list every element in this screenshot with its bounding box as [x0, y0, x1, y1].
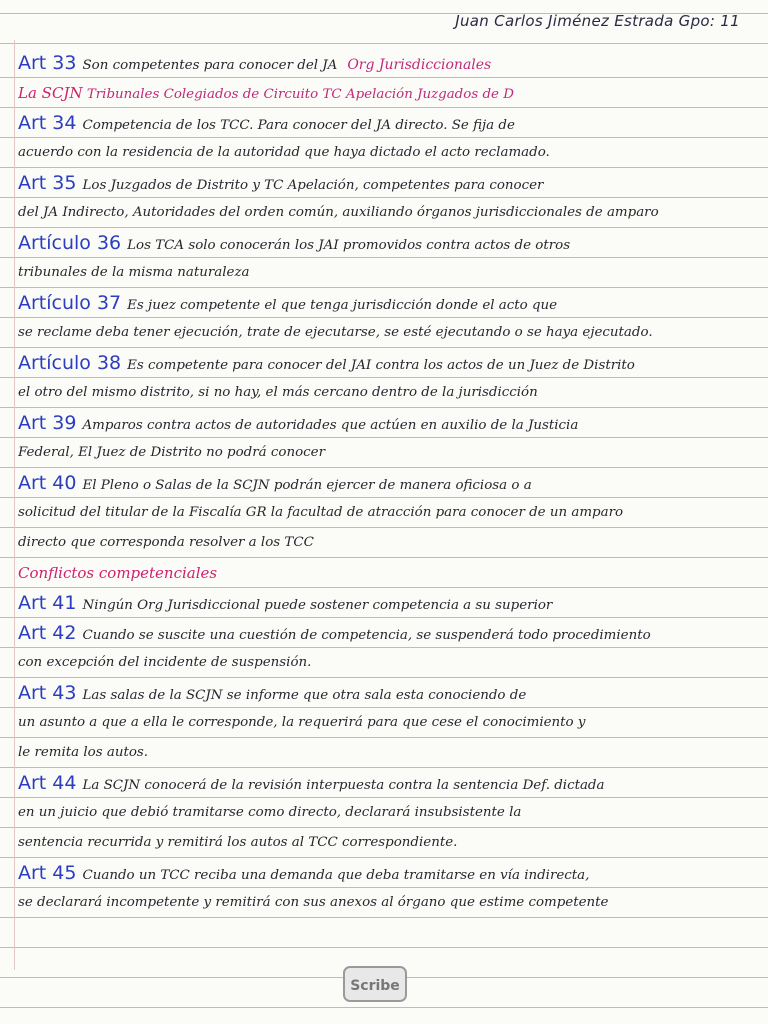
note-line [18, 168, 758, 198]
note-text: el otro del mismo distrito, si no hay, el más cercano dentro de la jurisdicción [18, 385, 538, 400]
article-label: Artículo 36 [18, 232, 122, 254]
note-line [18, 588, 758, 618]
note-text: Los Juzgados de Distrito y TC Apelación, competentes para conocer [82, 178, 544, 193]
article-label: Artículo 38 [18, 352, 122, 374]
note-text: Es competente para conocer del JAI contra los actos de un Juez de Distrito [127, 358, 635, 373]
highlight-text: Conflictos competenciales [18, 564, 218, 582]
note-text: tribunales de la misma naturaleza [18, 265, 250, 280]
note-text: Amparos contra actos de autoridades que actúen en auxilio de la Justicia [82, 418, 579, 433]
note-line [18, 348, 758, 378]
note-line [18, 288, 758, 318]
note-text: Los TCA solo conocerán los JAI promovidos contra actos de otros [127, 238, 571, 253]
note-line [18, 618, 758, 648]
article-label: Artículo 37 [18, 292, 122, 314]
note-text: Es juez competente el que tenga jurisdicción donde el acto que [127, 298, 558, 313]
note-line [18, 558, 758, 588]
note-line [18, 498, 758, 528]
article-label: Art 35 [18, 172, 77, 194]
article-label: Art 41 [18, 592, 77, 614]
note-line [18, 138, 758, 168]
note-line [18, 468, 758, 498]
note-text: con excepción del incidente de suspensión. [18, 655, 312, 670]
note-text: le remita los autos. [18, 745, 149, 760]
note-line [18, 678, 758, 708]
note-line [18, 408, 758, 438]
note-line [18, 528, 758, 558]
note-text: solicitud del titular de la Fiscalía GR la facultad de atracción para conocer de un amparo [18, 505, 624, 520]
note-line [18, 78, 758, 108]
note-text: del JA Indirecto, Autoridades del orden común, auxiliando órganos jurisdiccionales de amparo [18, 205, 659, 220]
note-text: sentencia recurrida y remitirá los autos al TCC correspondiente. [18, 835, 458, 850]
note-text: Las salas de la SCJN se informe que otra sala esta conociendo de [82, 688, 527, 703]
article-label: Art 34 [18, 112, 77, 134]
note-line [18, 318, 758, 348]
note-line [18, 828, 758, 858]
note-line [18, 108, 758, 138]
note-line [18, 198, 758, 228]
note-line [18, 708, 758, 738]
note-line [18, 378, 758, 408]
note-text: un asunto a que a ella le corresponde, la requerirá para que cese el conocimiento y [18, 715, 586, 730]
note-line [18, 648, 758, 678]
student-header: Juan Carlos Jiménez Estrada Gpo: 11 [455, 12, 740, 30]
note-text: se declarará incompetente y remitirá con sus anexos al órgano que estime competente [18, 895, 609, 910]
article-label: Art 44 [18, 772, 77, 794]
scribe-logo[interactable]: Scribe [343, 966, 407, 1002]
note-text: La SCJN conocerá de la revisión interpuesta contra la sentencia Def. dictada [82, 778, 605, 793]
note-annotation: Org Jurisdiccionales [347, 57, 492, 73]
note-text: acuerdo con la residencia de la autoridad que haya dictado el acto reclamado. [18, 145, 550, 160]
note-text: se reclame deba tener ejecución, trate de ejecutarse, se esté ejecutando o se haya ejecutado. [18, 325, 653, 340]
note-line [18, 228, 758, 258]
note-text: Cuando se suscite una cuestión de competencia, se suspenderá todo procedimiento [82, 628, 651, 643]
note-line [18, 768, 758, 798]
note-line [18, 858, 758, 888]
note-text: Cuando un TCC reciba una demanda que deba tramitarse en vía indirecta, [82, 868, 590, 883]
note-text: El Pleno o Salas de la SCJN podrán ejercer de manera oficiosa o a [82, 478, 532, 493]
note-text: Ningún Org Jurisdiccional puede sostener competencia a su superior [82, 598, 553, 613]
article-label: Art 40 [18, 472, 77, 494]
note-text: directo que corresponda resolver a los TCC [18, 535, 314, 550]
note-line [18, 48, 758, 78]
note-line [18, 738, 758, 768]
note-text: Tribunales Colegiados de Circuito TC Apelación Juzgados de D [82, 87, 514, 102]
note-text: Federal, El Juez de Distrito no podrá conocer [18, 445, 325, 460]
article-label: Art 43 [18, 682, 77, 704]
note-line [18, 258, 758, 288]
note-text: Competencia de los TCC. Para conocer del JA directo. Se fija de [82, 118, 515, 133]
highlight-text: La SCJN [18, 84, 83, 102]
margin-line [14, 40, 15, 970]
note-text: Son competentes para conocer del JA [82, 58, 338, 73]
note-line [18, 798, 758, 828]
article-label: Art 45 [18, 862, 77, 884]
note-line [18, 438, 758, 468]
article-label: Art 42 [18, 622, 77, 644]
article-label: Art 39 [18, 412, 77, 434]
note-text: en un juicio que debió tramitarse como directo, declarará insubsistente la [18, 805, 522, 820]
note-line [18, 888, 758, 918]
article-label: Art 33 [18, 52, 77, 74]
